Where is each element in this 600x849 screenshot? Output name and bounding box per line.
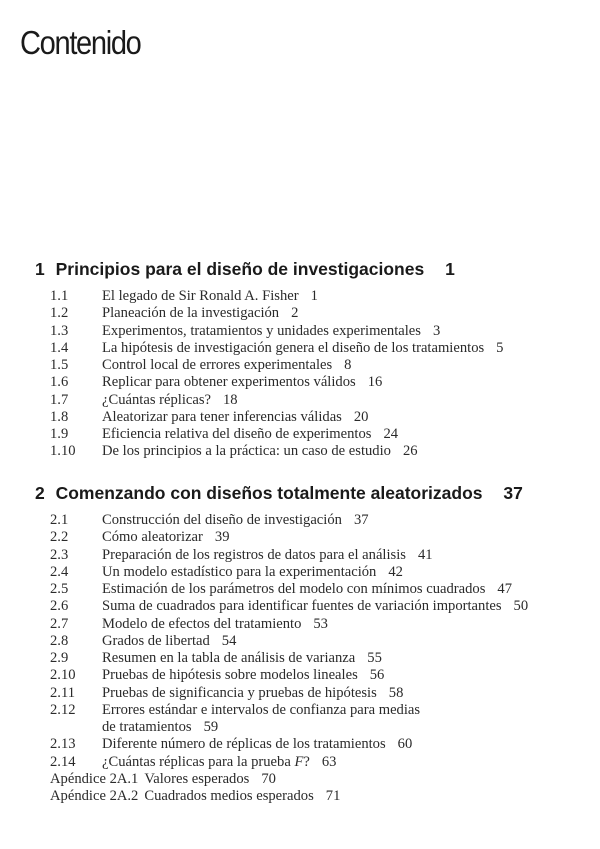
toc-entry-continuation[interactable] xyxy=(50,719,528,736)
section-number: 2.9 xyxy=(50,650,69,666)
section-title xyxy=(102,529,203,546)
section-page: 59 xyxy=(203,719,219,735)
chapter-page: 1 xyxy=(445,259,455,279)
section-page: 50 xyxy=(513,598,529,615)
section-page: 1 xyxy=(310,288,318,304)
section-title-text: La hipótesis de investigación genera el diseño de los tratamientos xyxy=(102,339,485,356)
section-title-text: Construcción del diseño de investigación xyxy=(102,512,342,528)
appendix-page: 71 xyxy=(325,788,341,804)
section-title-text: Pruebas de significancia y pruebas de hipótesis xyxy=(102,684,377,701)
section-number: 2.2 xyxy=(50,529,69,546)
section-title-text: Pruebas de hipótesis sobre modelos lineales xyxy=(102,667,358,684)
section-title xyxy=(102,288,299,305)
toc-entry[interactable] xyxy=(50,512,528,529)
section-title-text: Experimentos, tratamientos y unidades experimentales xyxy=(102,322,421,339)
chapter-2-heading[interactable] xyxy=(35,483,523,504)
chapter-page: 37 xyxy=(503,483,523,503)
section-page: 53 xyxy=(313,615,328,632)
chapter-number: 1 xyxy=(35,259,45,279)
section-number: 2.14 xyxy=(50,753,76,770)
section-title xyxy=(102,667,358,684)
section-title-text: Grados de libertad xyxy=(102,632,210,649)
toc-entry[interactable] xyxy=(50,288,503,305)
section-number: 1.1 xyxy=(50,288,69,304)
section-page: 3 xyxy=(432,322,441,339)
section-title-cont: de tratamientos xyxy=(102,719,192,735)
section-number: 2.1 xyxy=(50,512,69,528)
section-title-text: De los principios a la práctica: un caso de estudio xyxy=(102,443,391,460)
section-title xyxy=(102,409,342,426)
section-title xyxy=(102,512,342,529)
toc-entry[interactable] xyxy=(50,564,528,581)
section-title-text: Eficiencia relativa del diseño de experimentos xyxy=(102,426,372,442)
section-title xyxy=(102,581,485,598)
toc-entry[interactable] xyxy=(50,667,528,684)
section-number: 2.3 xyxy=(50,546,69,563)
section-number: 2.8 xyxy=(50,632,69,649)
section-title-text: Planeación de la investigación xyxy=(102,305,280,322)
toc-entry[interactable] xyxy=(50,685,528,702)
section-title xyxy=(102,754,310,771)
section-title xyxy=(102,426,371,443)
section-title-text: Replicar para obtener experimentos válidos xyxy=(102,374,356,391)
section-page: 18 xyxy=(223,391,238,408)
section-title xyxy=(102,598,502,615)
section-title-text: ¿Cuántas réplicas? xyxy=(102,391,211,408)
section-title-text: Estimación de los parámetros del modelo con mínimos cuadrados xyxy=(102,581,486,597)
toc-entry[interactable] xyxy=(50,650,528,667)
toc-entry[interactable] xyxy=(50,392,503,409)
section-title xyxy=(102,305,279,322)
section-page: 41 xyxy=(417,546,433,563)
section-number: 2.6 xyxy=(50,598,69,615)
toc-entry[interactable] xyxy=(50,547,528,564)
section-title-text: ¿Cuántas réplicas para la prueba xyxy=(102,753,295,770)
section-title-text: Diferente número de réplicas de los tratamientos xyxy=(102,736,386,753)
chapter-1-heading[interactable] xyxy=(35,259,455,280)
section-page: 58 xyxy=(388,684,404,701)
section-number: 2.12 xyxy=(50,701,76,718)
section-number: 1.10 xyxy=(50,443,76,460)
appendix-label: Apéndice 2A.1 xyxy=(50,770,139,787)
section-title-text: Preparación de los registros de datos para el análisis xyxy=(102,546,406,563)
section-title xyxy=(102,702,420,719)
section-title-text: Errores estándar e intervalos de confianza para medias xyxy=(102,701,421,718)
appendix-label: Apéndice 2A.2 xyxy=(50,788,139,804)
section-page: 56 xyxy=(369,667,385,684)
section-title xyxy=(102,633,210,650)
section-page: 37 xyxy=(353,512,369,528)
toc-entry[interactable] xyxy=(50,616,528,633)
section-title-text: Modelo de efectos del tratamiento xyxy=(102,615,302,632)
section-number: 1.4 xyxy=(50,339,69,356)
section-page: 20 xyxy=(353,408,369,425)
section-title-italic: F xyxy=(294,753,304,770)
appendix-page: 70 xyxy=(261,770,276,787)
section-number: 2.11 xyxy=(50,684,75,701)
section-title-suffix: ? xyxy=(303,753,310,770)
section-number: 2.13 xyxy=(50,736,76,753)
chapter-number: 2 xyxy=(35,483,45,503)
section-title xyxy=(102,547,406,564)
section-page: 5 xyxy=(496,339,504,356)
section-number: 2.10 xyxy=(50,667,76,684)
section-number: 2.4 xyxy=(50,563,69,580)
section-number: 1.8 xyxy=(50,408,69,425)
section-title xyxy=(102,736,386,753)
section-page: 24 xyxy=(383,426,399,442)
section-page: 54 xyxy=(221,632,237,649)
toc-entry[interactable] xyxy=(50,754,528,771)
appendix-title: Valores esperados xyxy=(144,770,250,787)
toc-entry[interactable] xyxy=(50,305,503,322)
section-page: 60 xyxy=(397,736,413,753)
section-page: 26 xyxy=(402,443,418,460)
section-title xyxy=(102,443,391,460)
toc-entry[interactable] xyxy=(50,633,528,650)
appendix-entry[interactable] xyxy=(50,771,528,788)
appendix-title: Cuadrados medios esperados xyxy=(144,788,314,804)
appendix-entry[interactable] xyxy=(50,788,528,805)
toc-entry[interactable] xyxy=(50,409,503,426)
section-title xyxy=(102,323,421,340)
toc-entry[interactable] xyxy=(50,702,528,719)
toc-entry[interactable] xyxy=(50,529,528,546)
section-number: 1.2 xyxy=(50,305,69,322)
section-page: 8 xyxy=(344,357,352,373)
section-page: 55 xyxy=(367,650,382,666)
section-title-text: El legado de Sir Ronald A. Fisher xyxy=(102,288,299,304)
section-title xyxy=(102,685,377,702)
section-title-text: Aleatorizar para tener inferencias válidas xyxy=(102,408,342,425)
toc-entry[interactable] xyxy=(50,581,528,598)
section-page: 2 xyxy=(291,305,299,322)
chapter-title: Principios para el diseño de investigaciones xyxy=(55,259,425,279)
section-number: 1.3 xyxy=(50,322,69,339)
section-title xyxy=(102,340,484,357)
toc-entry[interactable] xyxy=(50,443,503,460)
section-title-text: Suma de cuadrados para identificar fuentes de variación importantes xyxy=(102,598,502,615)
section-title-text: Resumen en la tabla de análisis de varianza xyxy=(102,650,356,666)
section-number: 2.7 xyxy=(50,615,69,632)
section-title xyxy=(102,564,376,581)
section-title xyxy=(102,616,301,633)
section-title-text: Un modelo estadístico para la experimentación xyxy=(102,563,377,580)
section-page: 42 xyxy=(388,563,403,580)
section-page: 47 xyxy=(497,581,512,597)
section-number: 1.6 xyxy=(50,374,69,391)
section-title-text: Control local de errores experimentales xyxy=(102,357,333,373)
section-title xyxy=(102,374,356,391)
page-title: Contenido xyxy=(20,24,141,61)
section-number: 2.5 xyxy=(50,581,69,597)
toc-entry[interactable] xyxy=(50,340,503,357)
chapter-title: Comenzando con diseños totalmente aleatorizados xyxy=(55,483,483,503)
chapter-1-sections xyxy=(50,288,503,461)
section-number: 1.5 xyxy=(50,357,69,373)
toc-entry[interactable] xyxy=(50,598,528,615)
section-title xyxy=(102,650,355,667)
toc-entry[interactable] xyxy=(50,323,503,340)
toc-entry[interactable] xyxy=(50,736,528,753)
section-page: 39 xyxy=(214,529,230,546)
section-title xyxy=(102,357,332,374)
toc-entry[interactable] xyxy=(50,357,503,374)
section-number: 1.7 xyxy=(50,391,69,408)
section-title xyxy=(102,392,211,409)
section-page: 16 xyxy=(367,374,383,391)
chapter-2-sections xyxy=(50,512,528,805)
section-page: 63 xyxy=(321,753,337,770)
section-title-text: Cómo aleatorizar xyxy=(102,529,203,546)
toc-entry[interactable] xyxy=(50,426,503,443)
toc-entry[interactable] xyxy=(50,374,503,391)
section-number: 1.9 xyxy=(50,426,69,442)
